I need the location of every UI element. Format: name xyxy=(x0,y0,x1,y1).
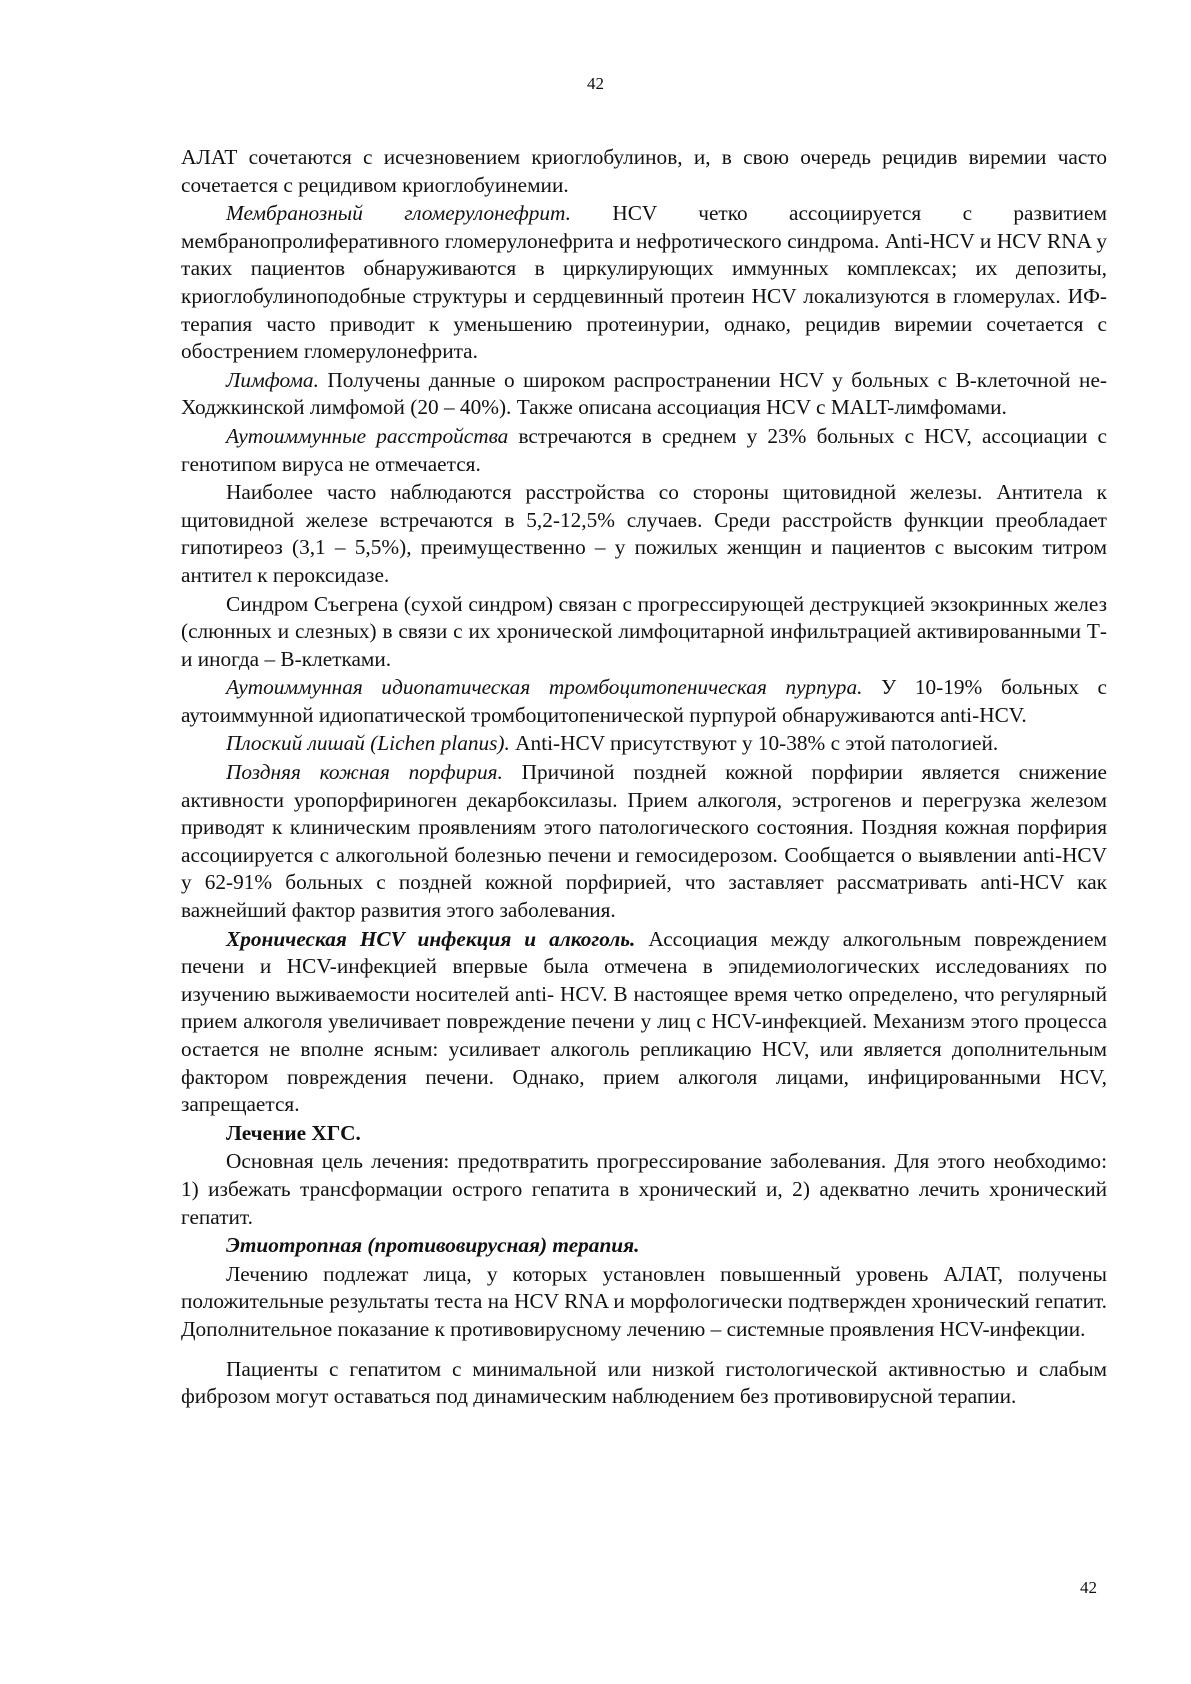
paragraph-itp xyxy=(181,674,1107,729)
paragraph-observation xyxy=(181,1356,1107,1411)
paragraph-text: Синдром Съегрена (сухой синдром) связан с прогрессирующей деструкцией экзокринных желез (слюнных и слезных) в связи с их хронической лимфоцитарной инфильтрацией активированными Т- и иногда – В-клетками. xyxy=(181,591,1107,671)
paragraph-goal xyxy=(181,1148,1107,1231)
paragraph-indications xyxy=(181,1261,1107,1344)
paragraph-lymphoma xyxy=(181,367,1107,422)
paragraph-text: Лечению подлежат лица, у которых установлен повышенный уровень АЛАТ, получены положительные результаты теста на HCV RNA и морфологически подтвержден хронический гепатит. Дополнительное показание к противовирусному лечению – системные проявления HCV-инфекции. xyxy=(181,1261,1107,1341)
page-number-bottom: 42 xyxy=(1080,1578,1097,1597)
paragraph-alcohol xyxy=(181,926,1107,1119)
paragraph-text: Ассоциация между алкогольным повреждением печени и HCV-инфекцией впервые была отмечена в эпидемиологических исследованиях по изучению выживаемости носителей anti- HCV. В настоящее время четко определено, что регулярный прием алкоголя увеличивает повреждение печени у лиц с HCV-инфекцией. Механизм этого процесса остается не вполне ясным: усиливает алкоголь репликацию HCV, или является дополнительным фактором повреждения печени. Однако, прием алкоголя лицами, инфицированными HCV, запрещается. xyxy=(181,926,1107,1117)
paragraph-autoimmune xyxy=(181,423,1107,478)
subsection-heading: Этиотропная (противовирусная) терапия. xyxy=(226,1233,640,1258)
section-heading: Лечение ХГС. xyxy=(226,1120,361,1145)
paragraph-text: HCV четко ассоциируется с развитием мембранопролиферативного гломерулонефрита и нефротического синдрома. Anti-HCV и HCV RNA у таких пациентов обнаруживаются в циркулирующих иммунных комплексах; их депозиты, криоглобулиноподобные структуры и сердцевинный протеин HCV локализуются в гломерулах. ИФ-терапия часто приводит к уменьшению протеинурии, однако, рецидив виремии сочетается с обострением гломерулонефрита. xyxy=(181,201,1107,364)
term-heading-bold: Хроническая HCV инфекция и алкоголь. xyxy=(226,926,636,951)
term-heading: Поздняя кожная порфирия. xyxy=(226,760,503,785)
paragraph-text: У 10-19% больных с аутоиммунной идиопатической тромбоцитопенической пурпурой обнаруживаются anti-HCV. xyxy=(181,675,1108,727)
term-heading: Лимфома. xyxy=(226,367,319,392)
term-heading: Аутоиммунная идиопатическая тромбоцитопеническая пурпура. xyxy=(226,675,863,700)
paragraph-sjogren xyxy=(181,591,1107,674)
paragraph-text: Основная цель лечения: предотвратить прогрессирование заболевания. Для этого необходимо: 1) избежать трансформации острого гепатита в хронический и, 2) адекватно лечить хронический гепатит. xyxy=(181,1149,1107,1229)
paragraph-porphyria xyxy=(181,759,1107,925)
paragraph-1 xyxy=(181,144,1107,199)
page-number-top: 42 xyxy=(587,74,604,93)
paragraph-thyroid xyxy=(181,479,1107,589)
paragraph-text: Anti-HCV присутствуют у 10-38% с этой патологией. xyxy=(509,731,999,756)
term-heading: Плоский лишай (Lichen planus). xyxy=(226,731,510,756)
page-body xyxy=(181,144,1107,1412)
paragraph-text: встречаются в среднем у 23% больных с HCV, ассоциации с генотипом вируса не отмечается. xyxy=(181,423,1107,476)
paragraph-text: Наиболее часто наблюдаются расстройства со стороны щитовидной железы. Антитела к щитовидной железе встречаются в 5,2-12,5% случаев. Среди расстройств функции преобладает гипотиреоз (3,1 – 5,5%), преимущественно – у пожилых женщин и пациентов с высоким титром антител к пероксидазе. xyxy=(181,480,1107,587)
paragraph-lichen xyxy=(181,730,1107,758)
paragraph-text: Получены данные о широком распространении HCV у больных с В-клеточной не-Ходжкинской лимфомой (20 – 40%). Также описана ассоциация HCV с MALT-лимфомами. xyxy=(181,367,1107,420)
paragraph-membranous-gn xyxy=(181,200,1107,366)
paragraph-text: Пациенты с гепатитом с минимальной или низкой гистологической активностью и слабым фиброзом могут оставаться под динамическим наблюдением без противовирусной терапии. xyxy=(181,1356,1107,1409)
paragraph-text: АЛАТ сочетаются с исчезновением криоглобулинов, и, в свою очередь рецидив виремии часто сочетается с рецидивом криоглобуинемии. xyxy=(181,145,1107,197)
paragraph-text: Причиной поздней кожной порфирии является снижение активности уропорфириноген декарбоксилазы. Прием алкоголя, эстрогенов и перегрузка железом приводят к клиническим проявлениям этого патологического состояния. Поздняя кожная порфирия ассоциируется с алкогольной болезнью печени и гемосидерозом. Сообщается о выявлении anti-HCV у 62-91% больных с поздней кожной порфирией, что заставляет рассматривать anti-HCV как важнейший фактор развития этого заболевания. xyxy=(181,760,1107,923)
term-heading: Аутоиммунные расстройства xyxy=(226,423,509,448)
term-heading: Мембранозный гломерулонефрит. xyxy=(226,201,571,226)
